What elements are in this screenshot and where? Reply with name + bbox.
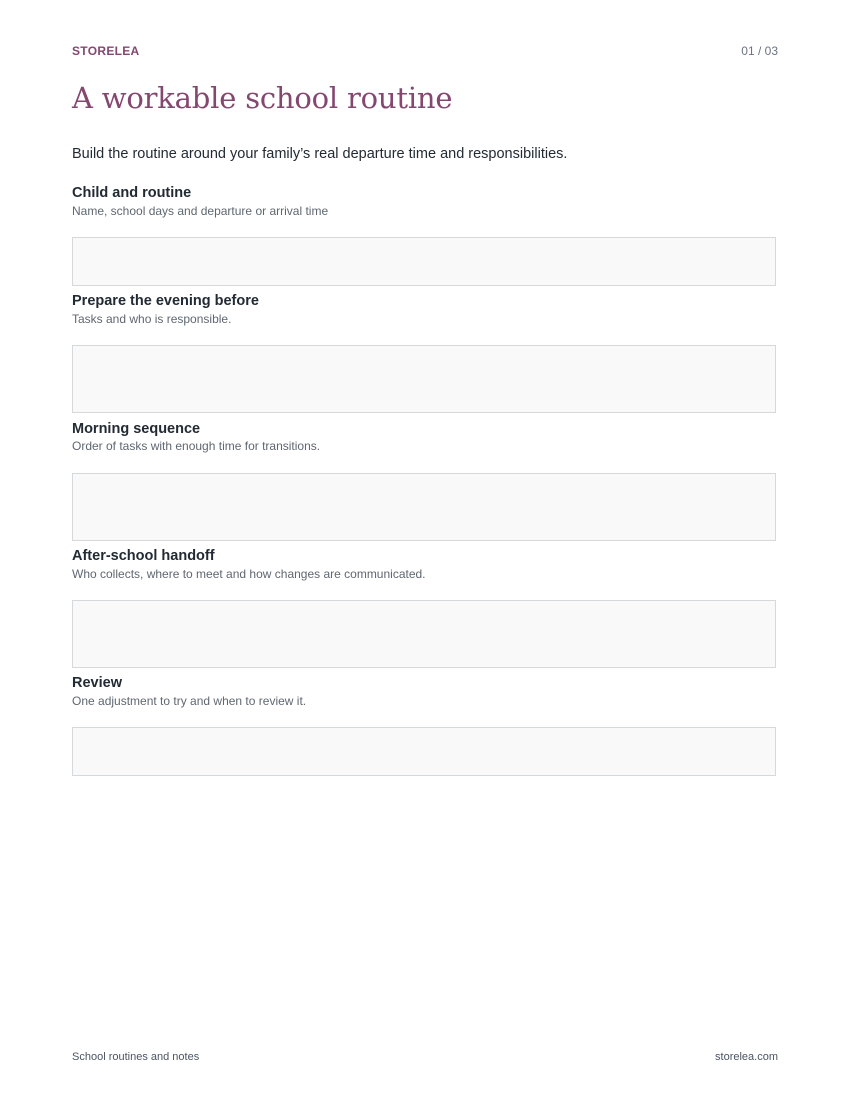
input-box-evening-before[interactable] [72,345,776,413]
input-box-review[interactable] [72,727,776,776]
section-heading-after-school: After-school handoff [72,548,215,564]
input-box-after-school[interactable] [72,600,776,668]
page-title: A workable school routine [72,81,453,115]
section-desc-child-routine: Name, school days and departure or arrival time [72,204,329,218]
section-heading-morning-sequence: Morning sequence [72,421,201,437]
input-box-morning-sequence[interactable] [72,473,776,541]
footer-title: School routines and notes [72,1051,200,1063]
footer-website: storelea.com [715,1051,778,1063]
page-indicator: 01 / 03 [741,44,778,58]
brand-name: STORELEA [72,44,140,58]
input-box-child-routine[interactable] [72,237,776,286]
section-desc-after-school: Who collects, where to meet and how changes are communicated. [72,567,426,581]
section-heading-child-routine: Child and routine [72,185,192,201]
section-desc-evening-before: Tasks and who is responsible. [72,312,232,326]
section-heading-evening-before: Prepare the evening before [72,293,259,309]
intro-text: Build the routine around your family’s real departure time and responsibilities. [72,146,568,162]
section-heading-review: Review [72,675,122,691]
section-desc-morning-sequence: Order of tasks with enough time for transitions. [72,439,321,453]
section-desc-review: One adjustment to try and when to review it. [72,694,307,708]
